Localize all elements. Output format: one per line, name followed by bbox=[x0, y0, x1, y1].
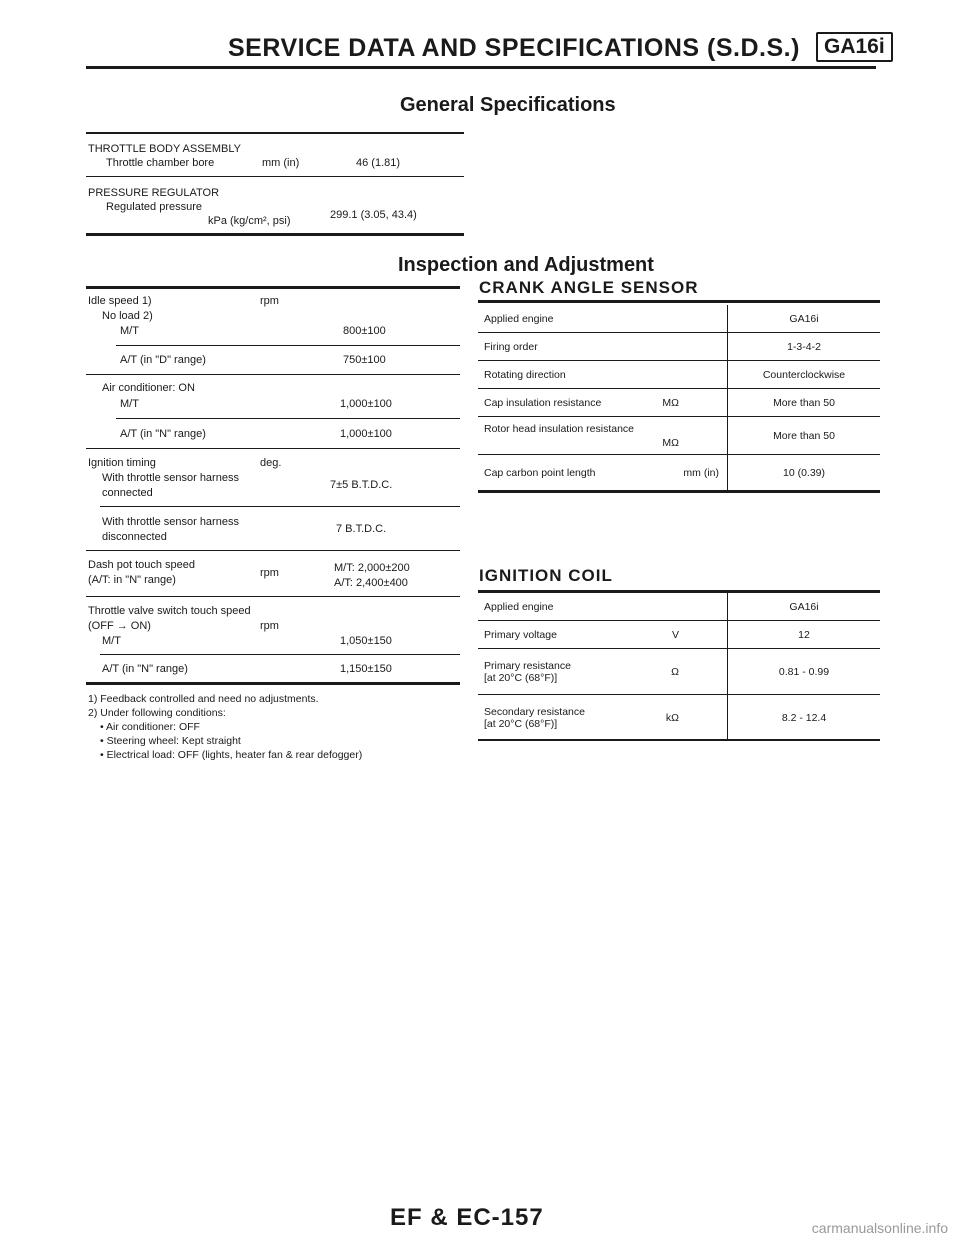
cap-carbon-length-label: Cap carbon point length bbox=[484, 466, 596, 479]
throttle-switch-at-value: 1,150±150 bbox=[340, 663, 392, 675]
secondary-resistance-label-line-2: [at 20°C (68°F)] bbox=[484, 717, 558, 730]
crank-applied-engine-label: Applied engine bbox=[484, 312, 554, 325]
secondary-resistance-unit: kΩ bbox=[665, 711, 679, 724]
page-number: EF & EC-157 bbox=[390, 1204, 544, 1231]
idle-mt-value: 800±100 bbox=[343, 325, 386, 337]
throttle-switch-mt-value: 1,050±150 bbox=[340, 635, 392, 647]
ignition-connected-value: 7±5 B.T.D.C. bbox=[330, 479, 393, 491]
inspection-bottom-rule bbox=[86, 682, 460, 685]
general-top-rule bbox=[86, 132, 464, 134]
primary-voltage-label: Primary voltage bbox=[484, 628, 557, 641]
regulated-pressure-unit: kPa (kg/cm², psi) bbox=[208, 215, 291, 227]
primary-resistance-value: 0.81 - 0.99 bbox=[728, 649, 881, 695]
ignition-disconnected-label-2: disconnected bbox=[102, 531, 167, 543]
crank-rotating-direction-label: Rotating direction bbox=[484, 368, 566, 381]
ignition-timing-unit: deg. bbox=[260, 457, 282, 469]
ac-at-label: A/T (in "N" range) bbox=[120, 428, 206, 440]
footnote-1: 1) Feedback controlled and need no adjustments. bbox=[88, 693, 319, 705]
footnote-condition-electrical: • Electrical load: OFF (lights, heater fan & rear defogger) bbox=[100, 749, 363, 761]
throttle-body-heading: THROTTLE BODY ASSEMBLY bbox=[88, 143, 242, 155]
idle-speed-label: Idle speed 1) bbox=[88, 295, 152, 307]
crank-applied-engine-value: GA16i bbox=[728, 305, 881, 333]
crank-rotating-direction-unit bbox=[651, 361, 727, 389]
no-load-label: No load 2) bbox=[102, 310, 153, 322]
footnotes bbox=[88, 692, 362, 762]
idle-mt-rule bbox=[116, 345, 460, 346]
ignition-timing-label: Ignition timing bbox=[88, 457, 156, 469]
cap-insulation-label: Cap insulation resistance bbox=[484, 396, 602, 409]
dashpot-unit: rpm bbox=[260, 567, 279, 579]
regulated-pressure-value: 299.1 (3.05, 43.4) bbox=[330, 209, 417, 221]
primary-resistance-label-line-1: Primary resistance bbox=[484, 659, 571, 672]
inspection-adjustment-title: Inspection and Adjustment bbox=[398, 254, 654, 276]
table-row bbox=[478, 389, 880, 417]
crank-angle-sensor-table bbox=[478, 305, 880, 491]
cap-insulation-value: More than 50 bbox=[728, 389, 881, 417]
air-conditioner-on-label: Air conditioner: ON bbox=[102, 382, 195, 394]
general-mid-rule bbox=[86, 176, 464, 177]
throttle-switch-unit: rpm bbox=[260, 620, 279, 632]
rotor-head-insulation-value: More than 50 bbox=[728, 417, 881, 455]
crank-firing-order-value: 1-3-4-2 bbox=[728, 333, 881, 361]
cap-carbon-length-unit: mm (in) bbox=[683, 466, 719, 479]
ignition-connected-label-2: connected bbox=[102, 487, 153, 499]
primary-resistance-label bbox=[478, 649, 634, 695]
rotor-head-insulation-unit: MΩ bbox=[662, 437, 679, 449]
throttle-chamber-bore-label: Throttle chamber bore bbox=[106, 157, 215, 169]
ac-mt-label: M/T bbox=[120, 398, 139, 410]
crank-rotating-direction-value: Counterclockwise bbox=[728, 361, 881, 389]
secondary-resistance-label bbox=[478, 695, 634, 741]
throttle-switch-mt-label: M/T bbox=[102, 635, 121, 647]
table-row bbox=[478, 455, 880, 491]
crank-table-top-rule bbox=[478, 300, 880, 303]
ignition-disconnected-label-1: With throttle sensor harness bbox=[102, 516, 239, 528]
table-row bbox=[478, 361, 880, 389]
crank-applied-engine-unit bbox=[651, 305, 727, 333]
primary-resistance-label-line-2: [at 20°C (68°F)] bbox=[484, 671, 558, 684]
primary-voltage-unit: V bbox=[671, 628, 679, 641]
throttle-chamber-bore-unit: mm (in) bbox=[262, 157, 300, 169]
primary-voltage-value: 12 bbox=[728, 621, 881, 649]
crank-firing-order-label: Firing order bbox=[484, 340, 538, 353]
throttle-switch-label-2: (OFF → ON) bbox=[88, 620, 151, 632]
dashpot-label-1: Dash pot touch speed bbox=[88, 559, 196, 571]
crank-angle-sensor-title: CRANK ANGLE SENSOR bbox=[479, 278, 699, 297]
idle-at-label: A/T (in "D" range) bbox=[120, 354, 206, 366]
dashpot-mt-value: M/T: 2,000±200 bbox=[334, 562, 410, 574]
ignition-coil-title: IGNITION COIL bbox=[479, 566, 613, 585]
coil-applied-engine-unit bbox=[634, 593, 727, 621]
coil-applied-engine-label: Applied engine bbox=[484, 600, 554, 613]
table-row bbox=[478, 305, 880, 333]
secondary-resistance-value: 8.2 - 12.4 bbox=[728, 695, 881, 741]
pressure-regulator-heading: PRESSURE REGULATOR bbox=[88, 187, 220, 199]
idle-at-rule bbox=[86, 374, 460, 375]
rotor-head-insulation-label-text: Rotor head insulation resistance bbox=[484, 423, 635, 435]
rotor-head-insulation-label bbox=[478, 417, 651, 455]
cap-insulation-unit: MΩ bbox=[662, 396, 679, 409]
dashpot-rule bbox=[86, 596, 460, 597]
idle-at-value: 750±100 bbox=[343, 354, 386, 366]
footnote-2: 2) Under following conditions: bbox=[88, 707, 226, 719]
throttle-chamber-bore-value: 46 (1.81) bbox=[356, 157, 401, 169]
footnote-condition-steering: • Steering wheel: Kept straight bbox=[100, 735, 241, 747]
ac-mt-value: 1,000±100 bbox=[340, 398, 392, 410]
dashpot-at-value: A/T: 2,400±400 bbox=[334, 577, 408, 589]
table-row bbox=[478, 621, 880, 649]
table-row bbox=[478, 649, 880, 695]
secondary-resistance-label-line-1: Secondary resistance bbox=[484, 705, 585, 718]
ac-at-rule bbox=[86, 448, 460, 449]
idle-speed-unit: rpm bbox=[260, 295, 279, 307]
coil-table-bottom-rule bbox=[478, 739, 880, 741]
ac-mt-rule bbox=[116, 418, 460, 419]
crank-firing-order-unit bbox=[651, 333, 727, 361]
crank-table-bottom-rule bbox=[478, 491, 880, 493]
primary-resistance-unit: Ω bbox=[671, 665, 679, 678]
throttle-switch-mt-rule bbox=[100, 654, 460, 655]
ignition-disconnected-value: 7 B.T.D.C. bbox=[336, 523, 387, 535]
watermark: carmanualsonline.info bbox=[811, 1220, 948, 1236]
footnote-condition-ac: • Air conditioner: OFF bbox=[100, 721, 200, 733]
table-row bbox=[478, 333, 880, 361]
engine-badge: GA16i bbox=[816, 32, 893, 62]
general-specifications-title: General Specifications bbox=[400, 94, 616, 116]
throttle-switch-at-label: A/T (in "N" range) bbox=[102, 663, 188, 675]
throttle-switch-label-1: Throttle valve switch touch speed bbox=[88, 605, 251, 617]
ignition-coil-table bbox=[478, 593, 880, 741]
ignition-connected-rule bbox=[100, 506, 460, 507]
ignition-disconnected-rule bbox=[86, 550, 460, 551]
cap-carbon-length-value: 10 (0.39) bbox=[728, 455, 881, 491]
dashpot-label-2: (A/T: in "N" range) bbox=[88, 574, 176, 586]
header-rule bbox=[86, 66, 876, 69]
page-header-title: SERVICE DATA AND SPECIFICATIONS (S.D.S.) bbox=[228, 34, 800, 62]
general-bottom-rule bbox=[86, 233, 464, 236]
inspection-top-rule bbox=[86, 286, 460, 289]
coil-applied-engine-value: GA16i bbox=[728, 593, 881, 621]
table-row bbox=[478, 593, 880, 621]
table-row bbox=[478, 417, 880, 455]
table-row bbox=[478, 695, 880, 741]
regulated-pressure-label: Regulated pressure bbox=[106, 201, 203, 213]
idle-mt-label: M/T bbox=[120, 325, 139, 337]
ac-at-value: 1,000±100 bbox=[340, 428, 392, 440]
ignition-connected-label-1: With throttle sensor harness bbox=[102, 472, 239, 484]
